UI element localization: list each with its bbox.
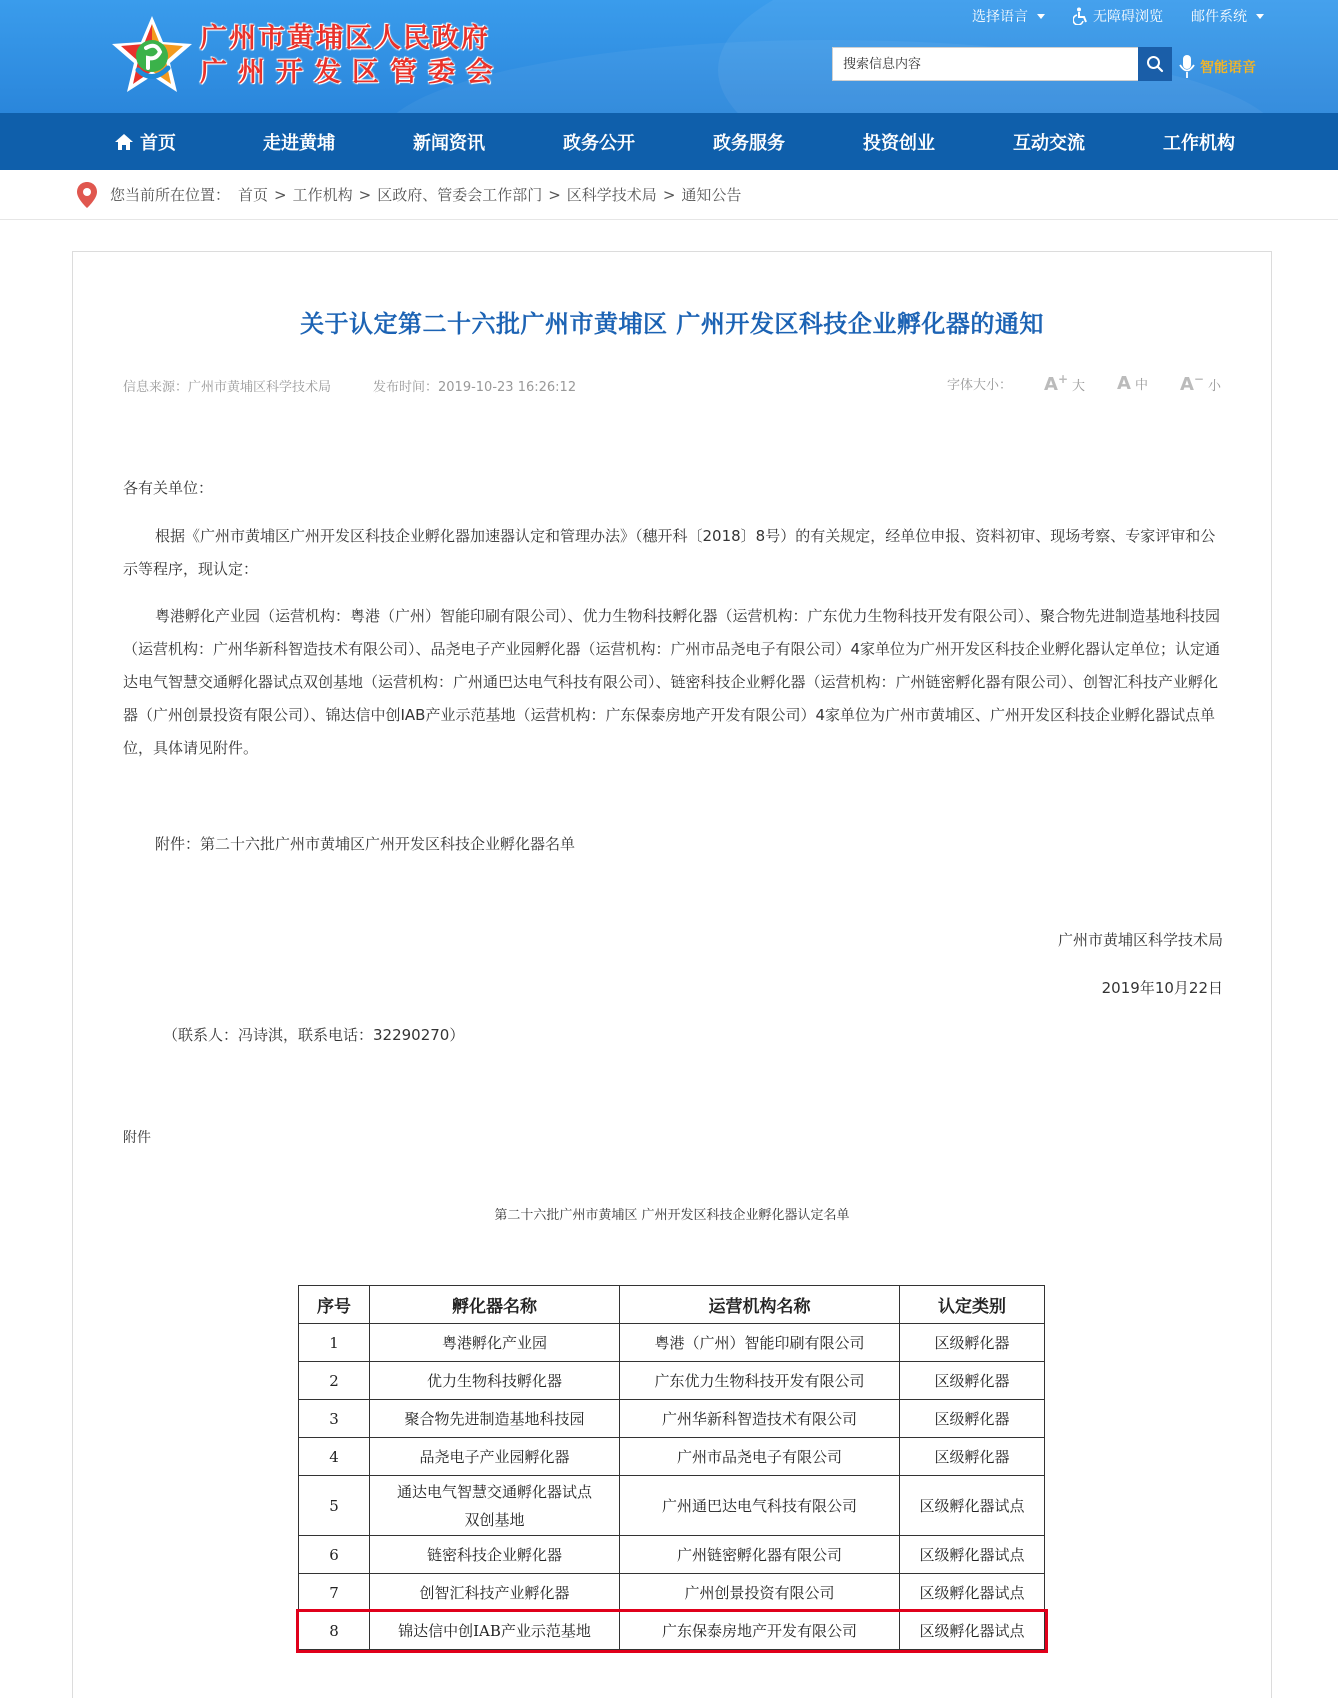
table-row — [299, 1536, 1045, 1574]
table-row — [299, 1400, 1045, 1438]
table-cell: 区级孵化器试点 — [900, 1612, 1045, 1650]
font-size-large-label: 大 — [1072, 379, 1086, 394]
table-cell: 区级孵化器 — [900, 1362, 1045, 1400]
table-cell: 广州链密孵化器有限公司 — [620, 1536, 900, 1574]
font-size-medium-label: 中 — [1134, 378, 1148, 393]
breadcrumb-separator: > — [662, 185, 676, 204]
table-cell: 5 — [299, 1476, 370, 1536]
home-icon — [114, 133, 134, 151]
table-cell: 广东保泰房地产开发有限公司 — [620, 1612, 900, 1650]
nav-item-about[interactable] — [260, 113, 410, 170]
font-size-medium-button[interactable] — [1117, 373, 1148, 394]
breadcrumb-home[interactable]: 首页 — [238, 186, 269, 204]
table-cell: 广州华新科智造技术有限公司 — [620, 1400, 900, 1438]
search-icon — [1146, 55, 1164, 73]
breadcrumb-departments[interactable]: 工作机构 — [292, 186, 353, 204]
breadcrumb-separator: > — [358, 185, 372, 204]
table-cell: 品尧电子产业园孵化器 — [370, 1438, 620, 1476]
voice-assistant-button[interactable] — [1178, 54, 1256, 80]
search-input[interactable] — [833, 48, 1138, 80]
table-cell: 7 — [299, 1574, 370, 1612]
site-title-line2: 广州开发区管委会 — [200, 57, 504, 88]
search-button[interactable] — [1138, 47, 1172, 81]
nav-item-interaction[interactable] — [1010, 113, 1160, 170]
nav-item-gov-info[interactable] — [560, 113, 710, 170]
site-title-line1: 广州市黄埔区人民政府 — [200, 23, 490, 54]
signature-date: 2019年10月22日 — [1101, 979, 1223, 997]
table-cell: 粤港孵化产业园 — [370, 1324, 620, 1362]
font-size-small-button[interactable] — [1180, 372, 1221, 395]
table-cell: 优力生物科技孵化器 — [370, 1362, 620, 1400]
breadcrumb — [0, 170, 1338, 220]
language-select[interactable] — [972, 6, 1045, 26]
table-cell: 区级孵化器试点 — [900, 1574, 1045, 1612]
table-cell: 区级孵化器 — [900, 1324, 1045, 1362]
table-cell: 3 — [299, 1400, 370, 1438]
contact-info: （联系人：冯诗淇，联系电话：32290270） — [163, 1026, 465, 1044]
salutation: 各有关单位： — [123, 479, 214, 497]
nav-item-investment[interactable] — [860, 113, 1010, 170]
table-cell: 6 — [299, 1536, 370, 1574]
font-medium-icon: A — [1117, 373, 1131, 394]
site-header — [0, 0, 1338, 113]
font-size-small-label: 小 — [1207, 379, 1221, 394]
voice-assistant-label: 智能语音 — [1200, 60, 1256, 76]
table-row — [299, 1324, 1045, 1362]
table-cell: 锦达信中创IAB产业示范基地 — [370, 1612, 620, 1650]
table-cell: 链密科技企业孵化器 — [370, 1536, 620, 1574]
search-box — [832, 47, 1172, 81]
mail-system-link[interactable] — [1191, 6, 1264, 26]
table-caption: 第二十六批广州市黄埔区 广州开发区科技企业孵化器认定名单 — [494, 1208, 850, 1223]
table-cell: 区级孵化器 — [900, 1438, 1045, 1476]
table-row — [299, 1574, 1045, 1612]
table-header-row — [299, 1286, 1045, 1324]
font-size-large-button[interactable] — [1044, 372, 1085, 395]
microphone-icon — [1178, 54, 1196, 80]
nav-item-label: 政务公开 — [563, 132, 635, 154]
breadcrumb-gov-departments[interactable]: 区政府、管委会工作部门 — [377, 186, 543, 204]
table-cell: 区级孵化器试点 — [900, 1536, 1045, 1574]
breadcrumb-separator: > — [548, 185, 561, 204]
table-cell: 2 — [299, 1362, 370, 1400]
table-cell: 广州通巴达电气科技有限公司 — [620, 1476, 900, 1536]
site-title[interactable] — [200, 22, 504, 90]
nav-item-label: 政务服务 — [713, 132, 785, 154]
signature-org: 广州市黄埔区科学技术局 — [1057, 931, 1223, 949]
table-header: 认定类别 — [900, 1286, 1045, 1324]
incubator-table — [298, 1285, 1045, 1650]
table-row — [299, 1438, 1045, 1476]
font-large-icon: A+ — [1044, 372, 1069, 395]
table-cell: 创智汇科技产业孵化器 — [370, 1574, 620, 1612]
table-cell: 广东优力生物科技开发有限公司 — [620, 1362, 900, 1400]
chevron-down-icon — [1037, 14, 1045, 19]
table-cell: 通达电气智慧交通孵化器试点双创基地 — [370, 1476, 620, 1536]
font-size-controls — [947, 372, 1221, 395]
article-title: 关于认定第二十六批广州市黄埔区 广州开发区科技企业孵化器的通知 — [300, 310, 1044, 338]
table-header: 序号 — [299, 1286, 370, 1324]
article-meta — [123, 376, 576, 395]
article-publish-time: 发布时间：2019-10-23 16:26:12 — [373, 380, 577, 395]
nav-item-gov-services[interactable] — [710, 113, 860, 170]
breadcrumb-prefix: 您当前所在位置： — [110, 186, 231, 204]
attachment-heading: 附件 — [123, 1130, 151, 1146]
table-cell: 1 — [299, 1324, 370, 1362]
table-row — [299, 1362, 1045, 1400]
table-cell: 聚合物先进制造基地科技园 — [370, 1400, 620, 1438]
table-cell: 粤港（广州）智能印刷有限公司 — [620, 1324, 900, 1362]
mail-system-label: 邮件系统 — [1191, 9, 1247, 25]
nav-item-home[interactable] — [110, 113, 260, 170]
nav-item-news[interactable] — [410, 113, 560, 170]
table-header: 运营机构名称 — [620, 1286, 900, 1324]
paragraph-intro: 根据《广州市黄埔区广州开发区科技企业孵化器加速器认定和管理办法》（穗开科〔2018〕8号）的有关规定，经单位申报、资料初审、现场考察、专家评审和公示等程序，现认定： — [123, 527, 1216, 578]
row-highlight-box — [296, 1609, 1048, 1653]
nav-item-label: 工作机构 — [1163, 132, 1235, 154]
table-cell: 4 — [299, 1438, 370, 1476]
site-logo-icon[interactable] — [110, 14, 194, 94]
nav-item-label: 走进黄埔 — [263, 132, 335, 154]
table-cell: 区级孵化器试点 — [900, 1476, 1045, 1536]
nav-item-label: 互动交流 — [1013, 132, 1085, 154]
table-cell: 区级孵化器 — [900, 1400, 1045, 1438]
chevron-down-icon — [1256, 14, 1264, 19]
table-cell: 广州市品尧电子有限公司 — [620, 1438, 900, 1476]
breadcrumb-separator: > — [274, 185, 287, 204]
font-small-icon: A− — [1179, 372, 1204, 395]
table-row — [299, 1476, 1045, 1536]
accessibility-label: 无障碍浏览 — [1093, 9, 1163, 25]
main-nav — [0, 113, 1338, 170]
nav-item-label: 新闻资讯 — [413, 132, 485, 154]
font-size-label: 字体大小： — [947, 378, 1013, 393]
nav-item-departments[interactable] — [1160, 113, 1310, 170]
attachment-reference: 附件：第二十六批广州市黄埔区广州开发区科技企业孵化器名单 — [155, 835, 576, 853]
breadcrumb-notices[interactable]: 通知公告 — [681, 186, 742, 204]
table-cell: 8 — [299, 1612, 370, 1650]
top-links — [972, 6, 1264, 26]
breadcrumb-science-bureau[interactable]: 区科学技术局 — [566, 186, 657, 204]
table-header: 孵化器名称 — [370, 1286, 620, 1324]
nav-item-label: 投资创业 — [863, 132, 935, 154]
location-pin-icon — [76, 181, 98, 209]
paragraph-decision: 粤港孵化产业园（运营机构：粤港（广州）智能印刷有限公司）、优力生物科技孵化器（运营机构：广东优力生物科技开发有限公司）、聚合物先进制造基地科技园（运营机构：广州华新科智造技术有限公司）、品尧电子产业园孵化器（运营机构：广州市品尧电子有限公司）4家单位为广州开发区科技企业孵化器认定单位；认定通达电气智慧交通孵化器试点双创基地（运营机构：广州通巴达电气科技有限公司）、链密科技企业孵化器（运营机构：广州链密孵化器有限公司）、创智汇科技产业孵化器（广州创景投资有限公司）、锦达信中创IAB产业示范基地（运营机构：广东保泰房地产开发有限公司）4家单位为广州市黄埔区、广州开发区科技企业孵化器试点单位，具体请见附件。 — [123, 607, 1221, 757]
wheelchair-icon — [1073, 7, 1089, 25]
article-source: 信息来源：广州市黄埔区科学技术局 — [123, 380, 332, 395]
table-cell: 广州创景投资有限公司 — [620, 1574, 900, 1612]
nav-item-label: 首页 — [140, 132, 176, 154]
accessibility-link[interactable] — [1073, 6, 1163, 26]
language-select-label: 选择语言 — [972, 9, 1028, 25]
